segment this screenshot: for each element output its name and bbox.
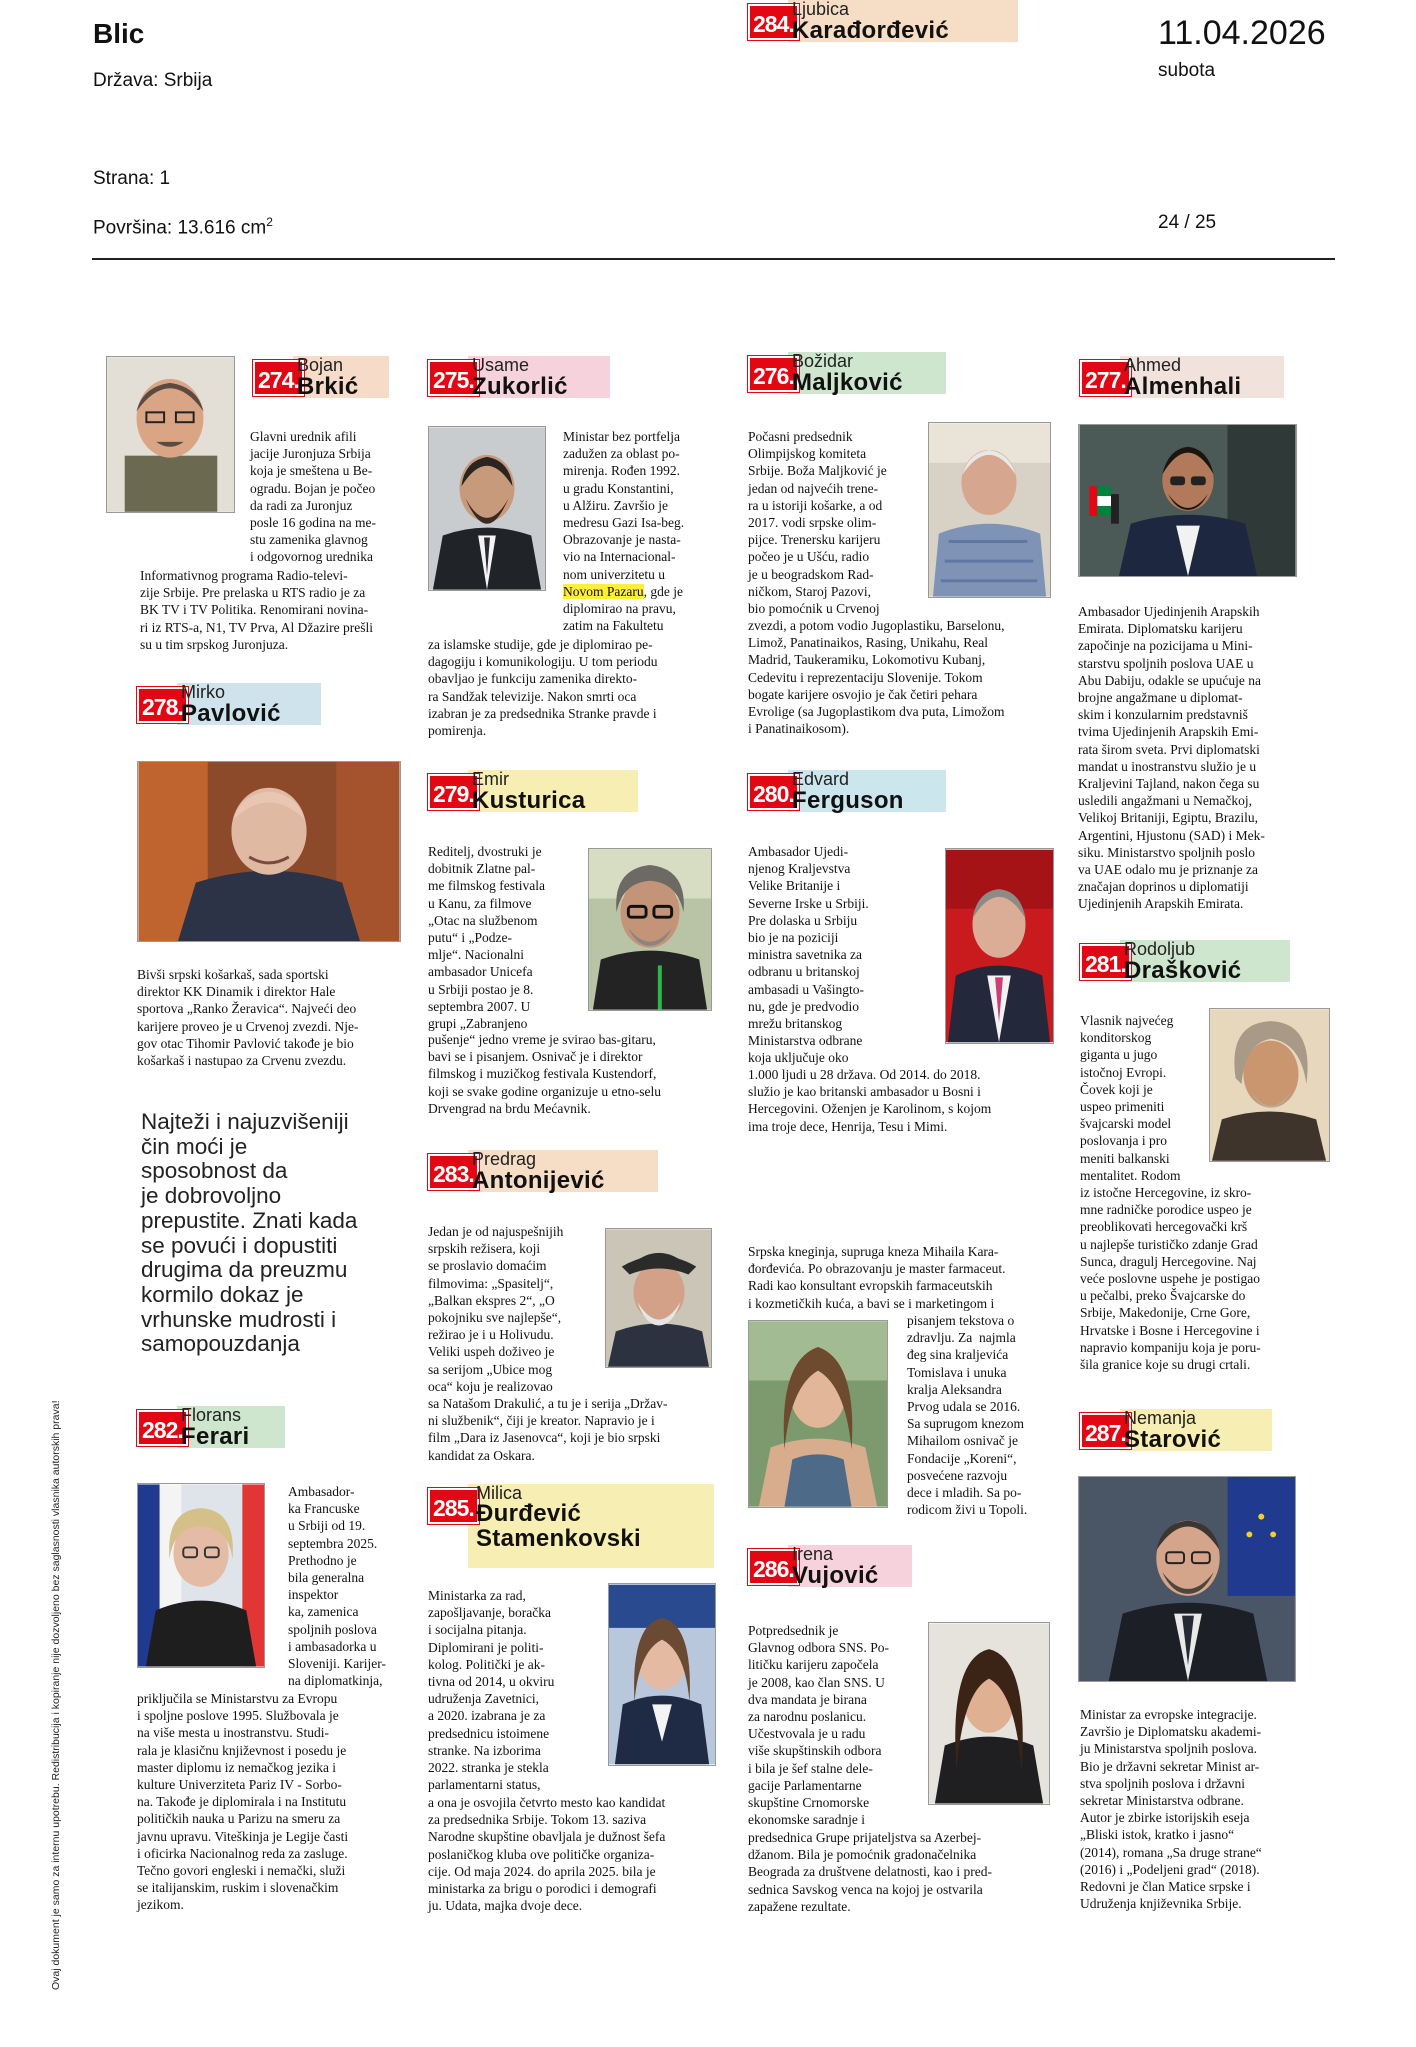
last-name: Maljković	[792, 369, 903, 396]
name-header-281	[1080, 940, 1290, 982]
first-name: Mirko	[181, 682, 225, 702]
first-name: Florans	[181, 1405, 242, 1425]
issue-weekday: subota	[1158, 60, 1216, 81]
issue-date: 11.04.2026	[1158, 14, 1326, 52]
last-name: Kusturica	[472, 787, 586, 814]
name-header-276	[748, 352, 946, 394]
first-name: Ahmed	[1124, 355, 1182, 375]
bio-275-a: Ministar bez portfelja zadužen za oblast po- mirenja. Rođen 1992. u gradu Konstantini, u Alžiru. Završio je medresu Gazi Isa-beg. Obrazovanje je nasta- vio na Internacional- nom univerzitetu u Novom Pazaru, gde je diplomirao na pravu, zatim na Fakultetu	[563, 429, 685, 634]
rank-number: 285.	[428, 1488, 479, 1524]
bio-283-a: Jedan je od najuspešnijih srpskih režisera, koji se proslavio domaćim filmovima: „Spasitelj“, „Balkan ekspres 2“, „O pokojniku sve najlepše“, režirao je i u Holivudu. Veliki uspeh doživeo je sa serijom „Ubice mog oca“ koju je realizovao	[428, 1224, 564, 1394]
area-label: Površina: 13.616 $cm^2$	[93, 215, 273, 239]
first-name: Ljubica	[792, 0, 850, 19]
rank-number: 282.	[137, 1410, 188, 1446]
first-name: Nemanja	[1124, 1408, 1197, 1428]
pull-quote: Najteži i najuzvišeniji čin moći je sposobnost da je dobrovoljno prepustite. Znati kada se povući i dopustiti drugima da preuzmu kormilo dokaz je vrhunske mudrosti i samopouzdanja	[141, 1109, 358, 1357]
rank-number: 281.	[1080, 944, 1131, 980]
first-name: Irena	[792, 1544, 834, 1564]
last-name: Drašković	[1124, 957, 1242, 984]
name-header-275	[428, 356, 610, 398]
last-name: Vujović	[792, 1562, 879, 1589]
first-name: Bojan	[297, 355, 344, 375]
photo-karadjordjevic	[748, 1320, 888, 1508]
rank-number: 287.	[1080, 1413, 1131, 1449]
first-name: Edvard	[792, 769, 850, 789]
bio-287: Ministar za evropske integracije. Završio je Diplomatsku akademi- ju Ministarstva spoljnih poslova. Bio je državni sekretar Minist ar- stva spoljnih poslova i državni sekretar Ministarstva odbrane. Autor je zbirke istorijskih eseja „Bliski istok, kratko i jasno“ (2014), romana „Sa druge strane“ (2016) i „Podeljeni grad“ (2018). Redovni je član Matice srpske i Udruženja književnika Srbije.	[1080, 1707, 1262, 1912]
copyright-notice: Ovaj dokument je samo za internu upotrebu. Redistribucija i kopiranje nije dozvoljeno bez saglasnosti vlasnika autorskih prava!	[50, 1400, 62, 1990]
first-name: Emir	[472, 769, 509, 789]
bio-276-a: Počasni predsednik Olimpijskog komiteta Srbije. Boža Maljković je jedan od najvećih trene- ra u istoriji košarke, a od 2017. vodi srpske olim- pijce. Trenersku karijeru počeo je u Ušću, radio je u beogradskom Rad- ničkom, Staroj Pazovi, bio pomoćnik u Crvenoj	[748, 429, 887, 617]
photo-kusturica	[588, 848, 712, 1011]
photo-almenhali	[1078, 424, 1297, 577]
first-name: Usame	[472, 355, 530, 375]
rank-number: 276.	[748, 356, 799, 392]
last-name: Zukorlić	[472, 373, 568, 400]
publication-name: Blic	[93, 18, 145, 49]
photo-brkic	[106, 356, 235, 513]
rank-number: 283.	[428, 1154, 479, 1190]
bio-278: Bivši srpski košarkaš, sada sportski direktor KK Dinamik i direktor Hale sportova „Ranko Žeravica“. Najveći deo karijere proveo je u Crvenoj zvezdi. Nje- gov otac Tihomir Pavlović takođe je bio košarkaš i nastupao za Crvenu zvezdu.	[137, 967, 359, 1069]
bio-280-a: Ambasador Ujedi- njenog Kraljevstva Velike Britanije i Severne Irske u Srbiji. Pre dolaska u Srbiju bio je na poziciji ministra savetnika za odbranu u britanskoj ambasadi u Vašingto- nu, gde je predvodio mrežu britanskog Ministarstva odbrane koja uključuje oko	[748, 844, 869, 1066]
rank-number: 275.	[428, 360, 479, 396]
bio-283-b: sa Natašom Drakulić, a tu je i serija „Držav- ni službenik“, čiji je kreator. Napravio je i film „Dara iz Jasenovca“, koji je bio srpski kandidat za Oskara.	[428, 1396, 668, 1463]
name-header-277	[1080, 356, 1284, 398]
photo-ferari	[137, 1483, 265, 1668]
name-header-280	[748, 770, 946, 812]
bio-285-a: Ministarka za rad, zapošljavanje, boračka i socijalna pitanja. Diplomirani je politi- kolog. Politički je ak- tivna od 2014, u okviru udruženja Zavetnici, a 2020. izabrana je za predsednicu istoimene stranke. Na izborima 2022. stranka je stekla parlamentarni status,	[428, 1588, 555, 1793]
bio-284-b: pisanjem tekstova o zdravlju. Za najmla đeg sina kraljevića Tomislava i unuka kralja Aleksandra Prvog udala se 2016. Sa suprugom knezom Mihailom osnivač je Fondacije „Koreni“, posvećene razvoju dece i mladih. Sa po- rodicom živi u Topoli.	[907, 1313, 1028, 1518]
bio-282-b: priključila se Ministarstvu za Evropu i spoljne poslove 1995. Službovala je na više mesta u inostranstvu. Studi- rala je klasičnu književnost i posedu je master diplomu iz nemačkog jezika i kulture Univerziteta Pariz IV - Sorbo- na. Takođe je diplomirala i na Institutu političkih nauka u Parizu na smeru za javnu upravu. Viteškinja je Legije časti i oficirka Nacionalnog reda za zasluge. Tečno govori engleski i nemački, služi se italijanskim, ruskim i slovenačkim jezikom.	[137, 1691, 349, 1913]
name-header-287	[1080, 1409, 1272, 1451]
name-header-274	[253, 356, 389, 398]
bio-282-a: Ambasador- ka Francuske u Srbiji od 19. septembra 2025. Prethodno je bila generalna inspektor ka, zamenica spoljnih poslova i ambasadorka u Sloveniji. Karijer- na diplomatkinja,	[288, 1484, 386, 1689]
name-header-285	[428, 1484, 714, 1568]
last-name: Đurđević Stamenkovski	[476, 1500, 642, 1552]
name-header-278	[137, 683, 321, 725]
first-name: Milica	[476, 1483, 523, 1503]
name-header-284	[748, 0, 1018, 42]
first-name: Božidar	[792, 351, 854, 371]
header-divider	[92, 258, 1335, 260]
rank-number: 280.	[748, 774, 799, 810]
last-name: Brkić	[297, 373, 359, 400]
bio-276-b: zvezdi, a potom vodio Jugoplastiku, Barselonu, Limož, Panatinaikos, Rasing, Unikahu, Real Madrid, Taukeramiku, Lokomotivu Kubanj, Cedevitu i reprezentaciju Slovenije. Tokom bogate karijere osvojio je čak četiri pehara Evrolige (sa Jugoplastikom dva puta, Limožom i Panatinaikosom).	[748, 618, 1005, 737]
bio-285-b: a ona je osvojila četvrto mesto kao kandidat za predsednika Srbije. Tokom 13. saziva Narodne skupštine obavljala je dužnost šefa poslaničkog kluba ove političke organiza- cije. Od maja 2024. do aprila 2025. bila je ministarka za brigu o porodici i demografi ju. Udata, majka dvoje dece.	[428, 1795, 666, 1914]
name-header-286	[748, 1545, 912, 1587]
last-name: Antonijević	[472, 1167, 605, 1194]
last-name: Karađorđević	[792, 17, 949, 44]
rank-number: 274.	[253, 360, 304, 396]
bio-286-a: Potpredsednik je Glavnog odbora SNS. Po- litičku karijeru započela je 2008, kao član SNS. U dva mandata je birana za narodnu poslanicu. Učestvovala je u radu više skupštinskih odbora i bila je šef stalne dele- gacije Parlamentarne skupštine Crnomorske ekonomske saradnje i	[748, 1623, 889, 1828]
bio-279-a: Reditelj, dvostruki je dobitnik Zlatne pal- me filmskog festivala u Kanu, za filmove „Otac na službenom putu“ i „Podze- mlje“. Nacionalni ambasador Unicefa u Srbiji postao je 8. septembra 2007. U grupi „Zabranjeno	[428, 844, 545, 1032]
photo-ferguson	[945, 848, 1054, 1044]
page-counter: 24 / 25	[1158, 212, 1217, 233]
photo-antonijevic	[605, 1228, 712, 1368]
name-header-283	[428, 1150, 658, 1192]
country-label: Država: Srbija	[93, 70, 213, 91]
rank-number: 286.	[748, 1549, 799, 1585]
photo-starovic	[1078, 1476, 1296, 1682]
first-name: Predrag	[472, 1149, 537, 1169]
name-header-282	[137, 1406, 285, 1448]
photo-vujovic	[928, 1622, 1050, 1805]
first-name: Rodoljub	[1124, 939, 1196, 959]
photo-djurdjevic	[608, 1583, 716, 1766]
photo-maljkovic	[928, 422, 1051, 598]
bio-274-b: Informativnog programa Radio-televi- zije Srbije. Pre prelaska u RTS radio je za BK TV i TV Politika. Renomirani novina- ri iz RTS-a, N1, TV Prva, Al Džazire prešli su u tim srpskog Juronjuza.	[140, 568, 374, 652]
last-name: Starović	[1124, 1426, 1222, 1453]
last-name: Pavlović	[181, 700, 281, 727]
bio-274-a: Glavni urednik afili jacije Juronjuza Srbija koja je smeštena u Be- ogradu. Bojan je počeo da radi za Juronjuz posle 16 godina na me- stu zamenika glavnog i odgovornog urednika	[250, 429, 376, 565]
photo-draskovic	[1209, 1008, 1330, 1162]
rank-number: 284.	[748, 4, 799, 40]
bio-275-b: za islamske studije, gde je diplomirao pe- dagogiju i komunikologiju. U tom periodu obavljao je funkciju zamenika direkto- ra Sandžak televizije. Nakon smrti oca izabran je za predsednika Stranke pravde i pomirenja.	[428, 637, 658, 739]
name-header-279	[428, 770, 638, 812]
bio-279-b: pušenje“ jedno vreme je svirao bas-gitaru, bavi se i pisanjem. Osnivač je i direktor filmskog i muzičkog festivala Kustendorf, koji se svake godine organizuje u etno-selu Drvengrad na brdu Mećavnik.	[428, 1032, 661, 1116]
photo-pavlovic	[137, 761, 401, 942]
rank-number: 279.	[428, 774, 479, 810]
photo-zukorlic	[428, 426, 546, 591]
highlight-text: Novom Pazaru	[563, 583, 644, 599]
last-name: Ferari	[181, 1423, 250, 1450]
bio-284-a: Srpska kneginja, supruga kneza Mihaila Kara- đorđevića. Po obrazovanju je master farmaceut. Radi kao konsultant evropskih farmaceutskih i kozmetičkih kuća, a bavi se i marketingom i	[748, 1244, 1006, 1311]
page-label: Strana: 1	[93, 168, 171, 189]
bio-280-b: 1.000 ljudi u 28 država. Od 2014. do 2018. služio je kao britanski ambasador u Bosni i Hercegovini. Oženjen je Karolinom, s kojom ima troje dece, Henrija, Tesu i Mimi.	[748, 1067, 992, 1134]
bio-281-a: Vlasnik najvećeg konditorskog giganta u jugo istočnoj Evropi. Čovek koji je uspeo primeniti švajcarski model poslovanja i pro meniti balkanski mentalitet. Rodom	[1080, 1013, 1181, 1183]
last-name: Ferguson	[792, 787, 904, 814]
bio-277: Ambasador Ujedinjenih Arapskih Emirata. Diplomatsku karijeru započinje na pozicijama u Mini- starstvu spoljnih poslova UAE u Abu Dabiju, odakle se upućuje na brojne angažmane u diplomat- skim i konzularnim predstavniš tvima Ujedinjenih Arapskih Emi- rata širom sveta. Prvi diplomatski mandat u inostranstvu služio je u Kraljevini Tajland, nakon čega su usledili angažmani u Nemačkoj, Velikoj Britaniji, Egiptu, Brazilu, Argentini, Hjustonu (SAD) i Mek- siku. Ministarstvo spoljnih poslo va UAE odalo mu je priznanje za značajan doprinos u diplomatiji Ujedinjenih Arapskih Emirata.	[1078, 604, 1265, 912]
rank-number: 277.	[1080, 360, 1131, 396]
bio-286-b: predsednica Grupe prijateljstva sa Azerbej- džanom. Bila je pomoćnik gradonačelnika Beograda za društvene delatnosti, kao i pred- sednica Savskog venca na kojoj je ostvarila zapažene rezultate.	[748, 1830, 993, 1914]
last-name: Almenhali	[1124, 373, 1242, 400]
rank-number: 278.	[137, 687, 188, 723]
bio-281-b: iz istočne Hercegovine, iz skro- mne radničke porodice uspeo je preoblikovati hercegovački krš u najlepše turističko zdanje Grad Sunca, dragulj Hercegovine. Naj veće poslovne uspehe je postigao u pečalbi, preko Švajcarske do Srbije, Makedonije, Crne Gore, Hrvatske i Bosne i Hercegovine i napravio kompaniju koja je poru- šila granice koje su drugi crtali.	[1080, 1185, 1261, 1373]
